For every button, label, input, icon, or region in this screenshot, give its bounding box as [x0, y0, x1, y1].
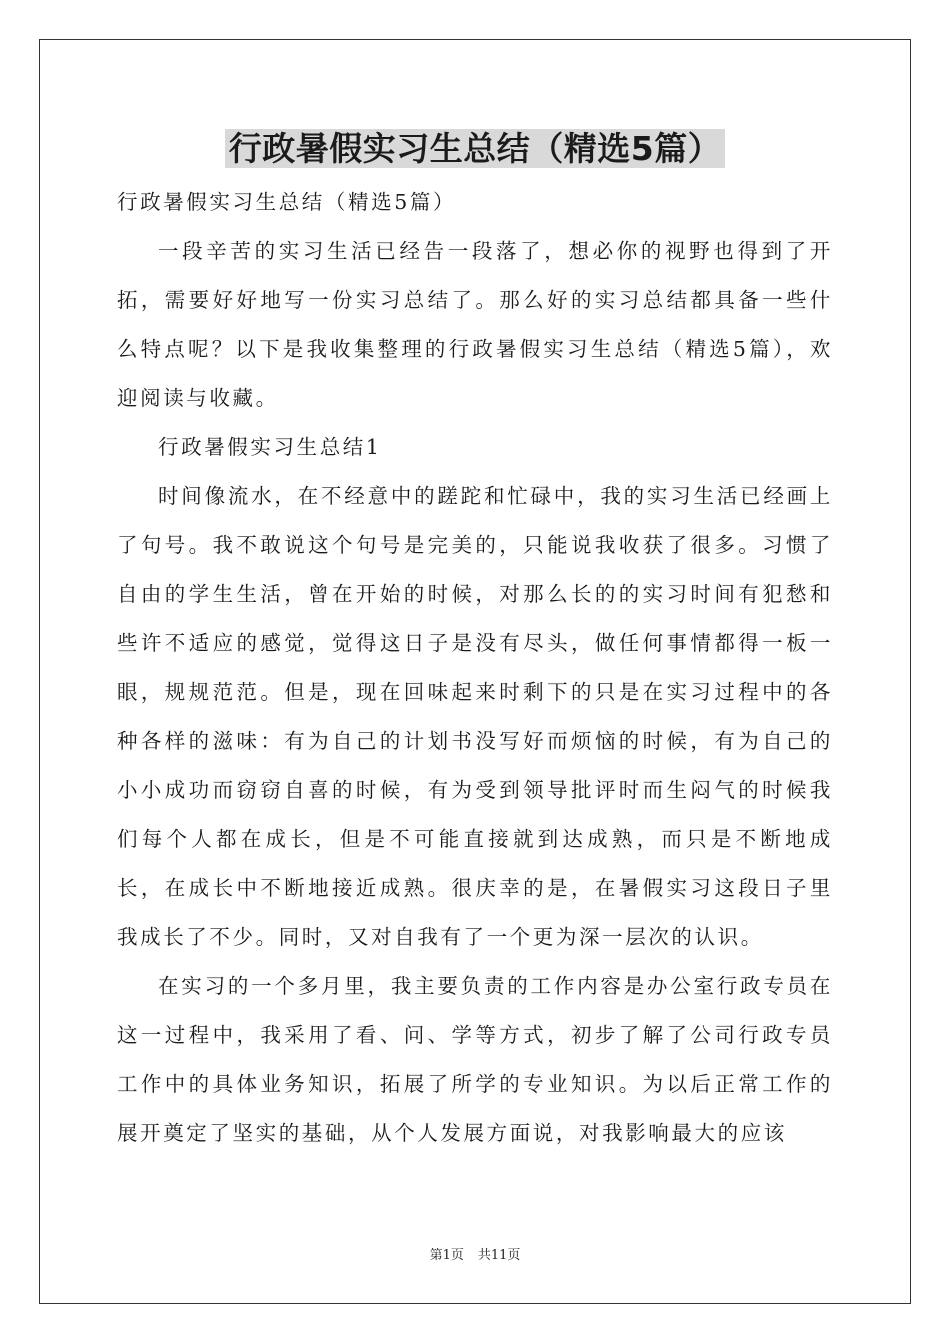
- page-total: 共11页: [477, 1248, 521, 1263]
- page-number: 第1页: [429, 1248, 464, 1263]
- document-body: [117, 178, 833, 1158]
- document-title: [0, 127, 950, 171]
- body-paragraph: 时间像流水，在不经意中的蹉跎和忙碌中，我的实习生活已经画上了句号。我不敢说这个句号是完美的，只能说我收获了很多。习惯了自由的学生生活，曾在开始的时候，对那么长的的实习时间有犯愁和些许不适应的感觉，觉得这日子是没有尽头，做任何事情都得一板一眼，规规范范。但是，现在回味起来时剩下的只是在实习过程中的各种各样的滋味：有为自己的计划书没写好而烦恼的时候，有为自己的小小成功而窃窃自喜的时候，有为受到领导批评时而生闷气的时候我们每个人都在成长，但是不可能直接就到达成熟，而只是不断地成长，在成长中不断地接近成熟。很庆幸的是，在暑假实习这段日子里我成长了不少。同时，又对自我有了一个更为深一层次的认识。: [117, 484, 833, 949]
- body-paragraph: 行政暑假实习生总结1: [158, 435, 382, 459]
- body-paragraph: 在实习的一个多月里，我主要负责的工作内容是办公室行政专员在这一过程中，我采用了看、问、学等方式，初步了解了公司行政专员工作中的具体业务知识，拓展了所学的专业知识。为以后正常工作的展开奠定了坚实的基础，从个人发展方面说，对我影响最大的应该: [117, 974, 833, 1145]
- document-title-text: 行政暑假实习生总结（精选5篇）: [225, 129, 725, 168]
- body-paragraph: 行政暑假实习生总结（精选5篇）: [117, 190, 457, 214]
- body-paragraph: 一段辛苦的实习生活已经告一段落了，想必你的视野也得到了开拓，需要好好地写一份实习总结了。那么好的实习总结都具备一些什么特点呢？以下是我收集整理的行政暑假实习生总结（精选5篇），欢迎阅读与收藏。: [117, 239, 833, 410]
- page-footer: [0, 1246, 950, 1266]
